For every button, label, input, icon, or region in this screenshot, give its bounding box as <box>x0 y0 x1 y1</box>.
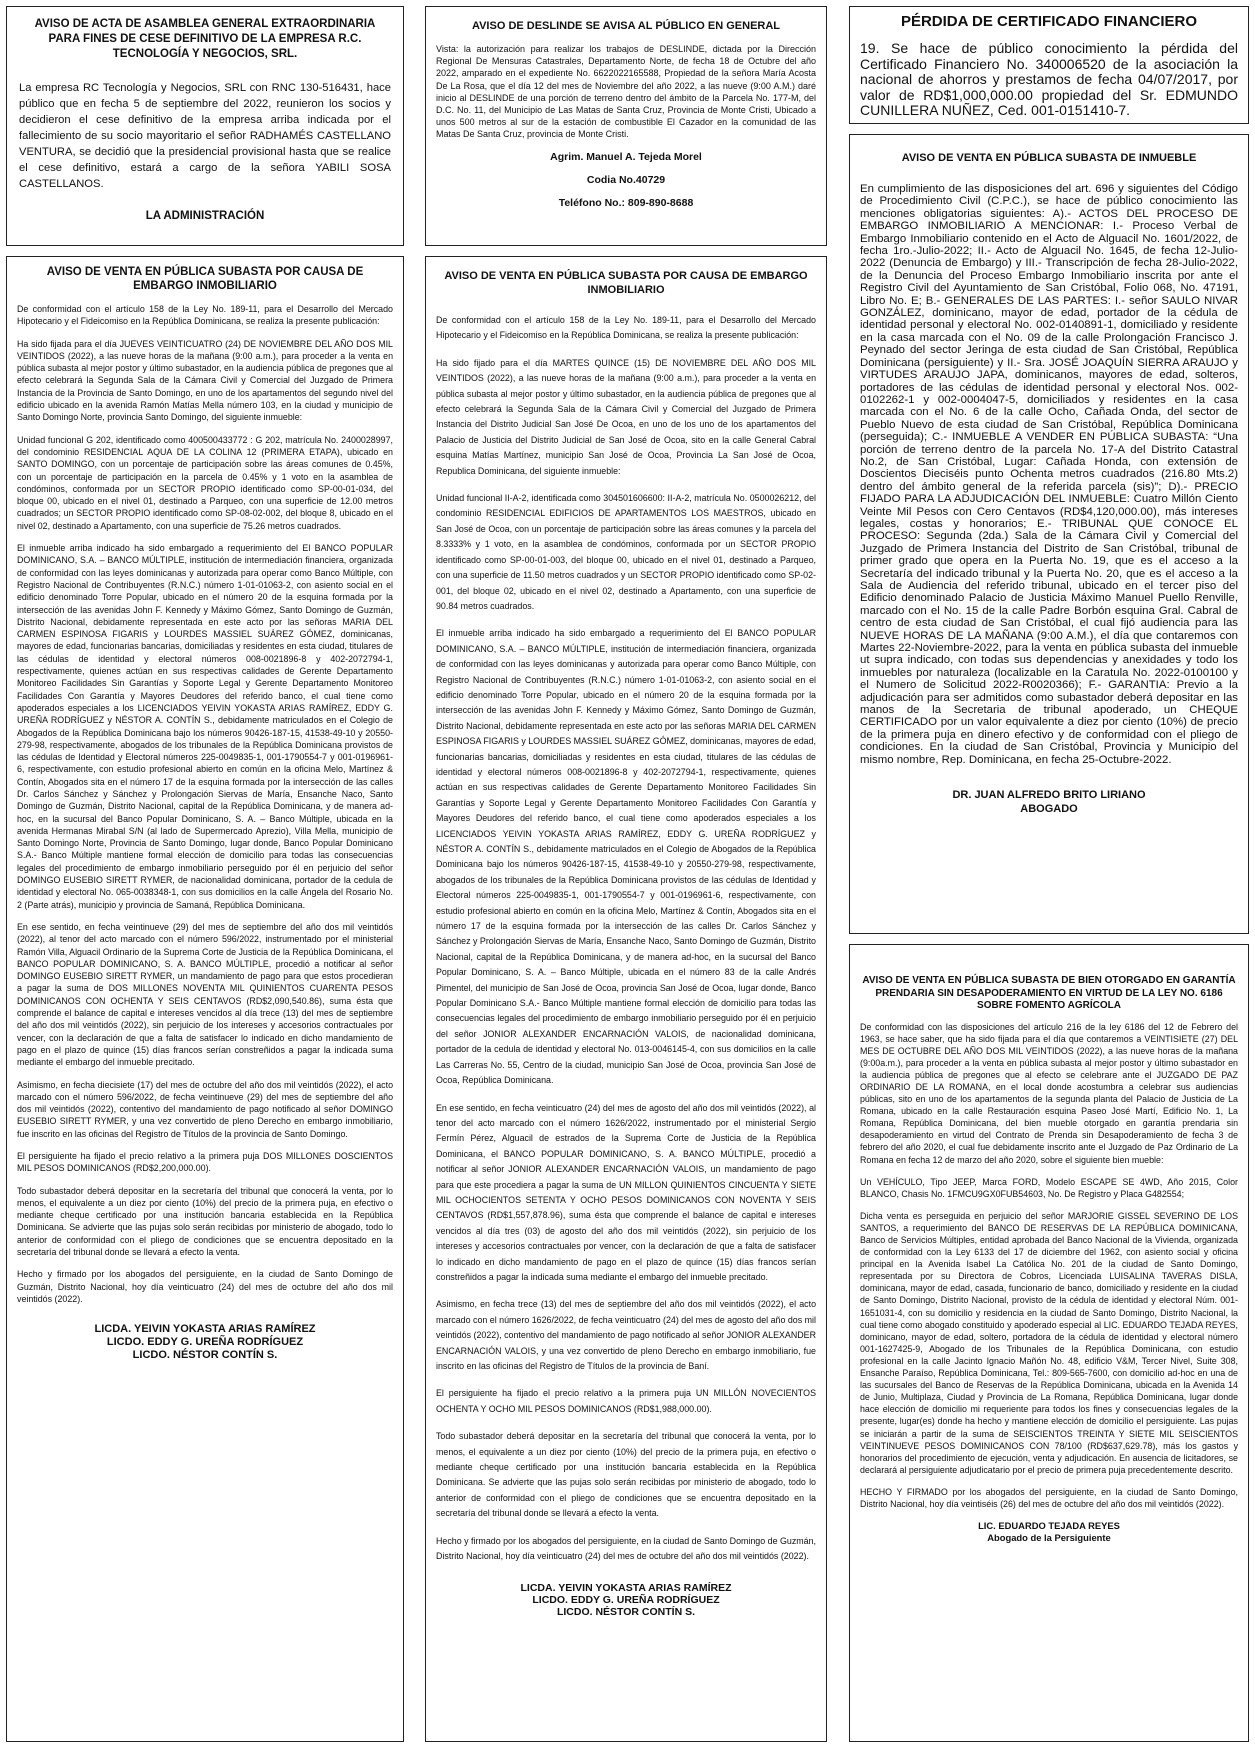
notice-paragraph: En ese sentido, en fecha veinticuatro (24) del mes de agosto del año dos mil veintidós (2022), al tenor del acto marcado con el número 1626/2022, instrumentado por el ministerial Sergio Fermín Pérez, Alguacil de estrados de la Suprema Corte de Justicia de la República Dominicana, el BANCO POPULAR DOMINICANO, S. A. BANCO MÚLTIPLE, procedió a notificar al señor JONIOR ALEXANDER ENCARNACIÓN VALOIS, un mandamiento de pago para que este procediera a pagar la suma de UN MILLON QUINIENTOS CINCUENTA Y SIETE MIL OCHOCIENTOS SETENTA Y OCHO PESOS DOMINICANOS CON NOVENTA Y SEIS CENTAVOS (RD$1,557,878.96), suma ésta que comprende el balance de capital e intereses vencidos al día tres (03) de agosto del año dos mil veintidós (2022), sin perjuicio de los intereses y accesorios contractuales por vencer, con la declaración de que a falta de satisfacer lo indicado en dicho mandamiento de pago en el plazo de quince (15) días francos serían constreñidos a pagar la indicada suma mediante el embargo del inmueble precitado. <box>436 1102 816 1282</box>
notice-signature: LA ADMINISTRACIÓN <box>145 210 265 222</box>
signature-line: Teléfono No.: 809-890-8688 <box>558 196 694 209</box>
notice-subasta-santo-domingo <box>6 256 404 1742</box>
signature-block <box>17 1323 393 1362</box>
notice-paragraph: En ese sentido, en fecha veintinueve (29) del mes de septiembre del año dos mil veintidós (2022), al tenor del acto marcado con el número 596/2022, instrumentado por el ministerial Ramón Villa, Alguacil Ordinario de la Suprema Corte de Justicia de la República Dominicana, el BANCO POPULAR DOMINICANO, S. A. BANCO MÚLTIPLE, procedió a notificar al señor DOMINGO EUSEBIO SIRETT RYMER, un mandamiento de pago para que estos procedieran a pagar la suma de DOS MILLONES NOVENTA MIL QUINIENTOS CUARENTA PESOS DOMINICANOS CON OCHENTA Y SEIS CENTAVOS (RD$2,090,540.86), suma ésta que comprende el balance de capital e intereses vencidos al día trece (13) del mes de septiembre del año dos mil veintidós (2022), sin perjuicio de los intereses y accesorios contractuales por vencer, con la declaración de que a falta de satisfacer lo indicado en dicho mandamiento de pago en el plazo de quince (15) días francos serían constreñidos a pagar la indicada suma mediante el embargo del inmueble precitado. <box>17 921 393 1068</box>
signature-line: LICDA. YEIVIN YOKASTA ARIAS RAMÍREZ <box>94 1323 316 1336</box>
notice-cese-empresa <box>6 6 404 246</box>
notice-paragraph: Hecho y firmado por los abogados del persiguiente, en la ciudad de Santo Domingo de Guzmán, Distrito Nacional, hoy día veinticuatro (24) del mes de octubre del año dos mil veintidós (2022). <box>17 1269 393 1304</box>
notice-subasta-san-jose-ocoa <box>425 256 827 1742</box>
signature-line: LICDO. EDDY G. UREÑA RODRÍGUEZ <box>532 1594 720 1607</box>
notice-body: 19. Se hace de público conocimiento la pérdida del Certificado Financiero No. 340006520 de la asociación la nacional de ahorros y prestamos de fecha 04/07/2017, por valor de RD$1,000,000.00 propiedad del Sr. EDMUNDO CUNILLERA NUÑEZ, Ced. 001-0151410-7. <box>860 40 1238 119</box>
notice-paragraph: Hecho y firmado por los abogados del persiguiente, en la ciudad de Santo Domingo de Guzmán, Distrito Nacional, hoy día veinticuatro (24) del mes de octubre del año dos mil veintidós (2022). <box>436 1535 816 1562</box>
signature-line: LIC. EDUARDO TEJADA REYES <box>978 1520 1120 1532</box>
notice-title: AVISO DE VENTA EN PÚBLICA SUBASTA DE INMUEBLE <box>901 152 1197 164</box>
notice-body: En cumplimiento de las disposiciones del art. 696 y siguientes del Código de Procedimiento Civil (C.P.C.), se hace de público conocimiento las menciones obligatorias siguientes: A).- ACTOS DEL PROCESO DE EMBARGO INMOBILIARIO A MENCIONAR: I.- Proceso Verbal de Embargo Inmobiliario contenido en el Acto de Alguacil No. 1601/2022, de fecha 1ro.-Julio-2022; II.- Acto de Alguacil No. 1645, de fecha 12-Julio-2022 (Denuncia de Embargo) y III.- Transcripción de fecha 28-Julio-2022, de la Denuncia del Proceso Embargo Inmobiliario inscrita por ante el Registro Civil del Ayuntamiento de San Cristóbal, Folio 068, No. 47191, Libro No. E; B.- GENERALES DE LAS PARTES: I.- señor SAULO NIVAR GONZÁLEZ, dominicano, mayor de edad, portador de la cédula de identidad personal y electoral No. 002-0140891-1, domiciliado y residente en la casa marcada con el No. 09 de la calle Prolongación Francisco J. Peynado del sector Jeringa de esta ciudad de San Cristóbal, República Dominicana (persiguiente) y II.- Sra. JOSÉ JOAQUÍN SIERRA ARAUJO y VIRTUDES ARAUJO JAPA, dominicanos, mayores de edad, solteros, portadores de las cédulas de identidad personal y electoral Nos. 002-0102262-1 y 002-0004047-5, domiciliados y residentes en la casa marcada con el No. 6 de la calle Ocho, Cañada Onda, del sector de Pueblo Nuevo de esta ciudad de San Cristóbal, República Dominicana (perseguida); C.- INMUEBLE A VENDER EN PÚBLICA SUBASTA: “Una porción de terreno dentro de la parcela No. 17-A del Distrito Catastral No.2, de San Cristóbal, Lugar: Cañada Honda, con extensión de Doscientos Dieciséis punto Ochenta metros cuadrados (216.80 Mts.2) dentro del ámbito general de la referida parcela (sis)”; D).- PRECIO FIJADO PARA LA ADJUDICACIÓN DEL INMUEBLE: Cuatro Millón Ciento Veinte Mil Pesos con Cero Centavos (RD$4,120,000.00), más intereses legales, costas y honorarios; E.- TRIBUNAL QUE CONOCE EL PROCESO: Segunda (2da.) Sala de la Cámara Civil y Comercial del Juzgado de Primera Instancia del Distrito de San Cristóbal, tribunal de primer grado que opera en la Puerta No. 19, que es el acceso a la Secretaría del indicado tribunal y la Puerta No. 20, que es el acceso a la Sala de Audiencia del referido tribunal, ubicado en el tercer piso del Edificio denominado Palacio de Justicia Máximo Manuel Puello Renville, marcado con el No. 15 de la calle Padre Borbón esquina Gral. Cabral de centro de esta ciudad de San Cristóbal, el cual fijó audiencia para las NUEVE HORAS DE LA MAÑANA (9:00 A.M.), el día que contaremos con Martes 22-Noviembre-2022, para la venta en pública subasta del inmueble ut supra indicado, con todas sus dependencias y anexidades y todo los inmuebles por naturaleza (localizable en la Caratula No. 2022-0100100 y el Numero de Solicitud 2022-R0020366); F.- GARANTIA: Previo a la adjudicación para ser admitidos como subastador deberá depositar en las manos de la Secretaria de tribunal apoderado, un CHEQUE CERTIFICADO por un valor equivalente a diez por ciento (10%) de precio de la primera puja en dinero efectivo y de conformidad con el pliego de condiciones. En la ciudad de San Cristóbal, Provincia y Municipio del mismo nombre, Rep. Dominicana, en fecha 25-Octubre-2022. <box>860 183 1238 766</box>
notice-paragraph: El inmueble arriba indicado ha sido embargado a requerimiento del El BANCO POPULAR DOMINICANO, S.A. – BANCO MÚLTIPLE, institución de intermediación financiera, organizada de conformidad con las leyes dominicanas y autorizada para operar como Banco Múltiple, con Registro Nacional de Contribuyentes (R.N.C.) número 1-01-01063-2, con asiento social en el edificio denominado Torre Popular, ubicado en el número 20 de la esquina formada por la intersección de las avenidas John F. Kennedy y Máximo Gómez, Santo Domingo de Guzmán, Distrito Nacional, debidamente representada en este acto por las señoras MARIA DEL CARMEN ESPINOSA FIGARIS y LOURDES MASSIEL SUÁREZ GÓMEZ, dominicanas, mayores de edad, funcionarias bancarias, domiciliadas y residentes en esta ciudad, titulares de las cédulas de identidad y electoral números 008-0021896-8 y 402-2072794-1, respectivamente, quienes actúan en sus respectivas calidades de Gerente Departamento Monitoreo Facilidades Sin Garantías y Soporte Legal y Gerente Departamento Monitoreo Facilidades Con Garantía y Mayores Deudores del referido banco, el cual tiene como apoderados especiales a los LICENCIADOS YEIVIN YOKASTA ARIAS RAMÍREZ, EDDY G. UREÑA RODRÍGUEZ y NÉSTOR A. CONTÍN S., debidamente matriculados en el Colegio de Abogados de la República Dominicana bajo los números 90426-187-15, 41538-49-10 y 20550-279-98, respectivamente, abogados de los tribunales de la República Dominicana provistos de las cédulas de Identidad y Electoral números 225-0049835-1, 001-1790554-7 y 001-0196961-6, respectivamente, con estudio profesional abierto en común en la oficina Melo, Martínez & Contín, Abogados sita en el número 17 de la esquina formada por la intersección de las calles Dr. Carlos Sánchez y Sánchez y Prolongación Siervas de María, Ensanche Naco, Santo Domingo de Guzmán, Distrito Nacional, capital de la República Dominicana, y de manera ad-hoc, en la sucursal del Banco Popular Dominicano, S. A. – Banco Múltiple, ubicada en el número 83 de la calle Andrés Pimentel, del municipio de San José de Ocoa, provincia San José de Ocoa, lugar donde, Banco Popular Dominicano S.A.- Banco Múltiple mantiene formal elección de domicilio para todas las consecuencias legales del procedimiento de embargo inmobiliario perseguido por él en perjuicio del señor JONIOR ALEXANDER ENCARNACIÓN VALOIS, de nacionalidad dominicana, portador de la cedula de identidad y electoral No. 013-0046145-4, con sus domicilios en la calle Las Carreras No. 55, Centro de la ciudad, municipio San José de Ocoa, provincia San José de Ocoa, República Dominicana. <box>436 628 816 1086</box>
signature-block <box>436 1582 816 1618</box>
signature-line: Abogado de la Persiguiente <box>987 1532 1111 1544</box>
signature-line: DR. JUAN ALFREDO BRITO LIRIANO <box>952 789 1146 802</box>
notice-title: AVISO DE VENTA EN PÚBLICA SUBASTA POR CAUSA DE EMBARGO INMOBILIARIO <box>46 266 364 292</box>
signature-line: Agrim. Manuel A. Tejeda Morel <box>550 150 702 163</box>
notice-paragraph: El inmueble arriba indicado ha sido embargado a requerimiento del El BANCO POPULAR DOMINICANO, S.A. – BANCO MÚLTIPLE, institución de intermediación financiera, organizada de conformidad con las leyes dominicanas y autorizada para operar como Banco Múltiple, con Registro Nacional de Contribuyentes (R.N.C.) número 1-01-01063-2, con asiento social en el edificio denominado Torre Popular, ubicado en el número 20 de la esquina formada por la intersección de las avenidas John F. Kennedy y Máximo Gómez, Santo Domingo de Guzmán, Distrito Nacional, debidamente representada en este acto por las señoras MARIA DEL CARMEN ESPINOSA FIGARIS y LOURDES MASSIEL SUÁREZ GÓMEZ, dominicanas, mayores de edad, funcionarias bancarias, domiciliadas y residentes en esta ciudad, titulares de las cédulas de identidad y electoral números 008-0021896-8 y 402-2072794-1, respectivamente, quienes actúan en sus respectivas calidades de Gerente Departamento Monitoreo Facilidades Sin Garantías y Soporte Legal y Gerente Departamento Monitoreo Facilidades Con Garantía y Mayores Deudores del referido banco, el cual tiene como apoderados especiales a los LICENCIADOS YEIVIN YOKASTA ARIAS RAMÍREZ, EDDY G. UREÑA RODRÍGUEZ y NÉSTOR A. CONTÍN S., debidamente matriculados en el Colegio de Abogados de la República Dominicana bajo los números 90426-187-15, 41538-49-10 y 20550-279-98, respectivamente, abogados de los tribunales de la República Dominicana provistos de las cédulas de Identidad y Electoral números 225-0049835-1, 001-1790554-7 y 001-0196961-6, respectivamente, con estudio profesional abierto en común en la oficina Melo, Martínez & Contín, Abogados sita en el número 17 de la esquina formada por la intersección de las calles Dr. Carlos Sánchez y Sánchez y Prolongación Siervas de María, Ensanche Naco, Santo Domingo de Guzmán, Distrito Nacional, capital de la República Dominicana, y de manera ad-hoc, en la sucursal del Banco Popular Dominicano, S. A. – Banco Múltiple, ubicada en la avenida Hermanas Mirabal S/N (al lado de Supermercado Aprezio), Villa Mella, municipio de Santo Domingo Norte, Provincia de Santo Domingo, lugar donde, Banco Popular Dominicano S.A.- Banco Múltiple mantiene formal elección de domicilio para todas las consecuencias legales del procedimiento de embargo inmobiliario perseguido por él en perjuicio del señor DOMINGO EUSEBIO SIRETT RYMER, de nacionalidad dominicana, portador de la cedula de identidad y electoral No. 065-0038348-1, con sus domicilios en la calle Ángela del Rosario No. 2 (Parte atrás), municipio y provincia de Samaná, República Dominicana. <box>17 543 393 910</box>
signature-line: LICDO. NÉSTOR CONTÍN S. <box>556 1606 696 1619</box>
notice-paragraph: De conformidad con el artículo 158 de la Ley No. 189-11, para el Desarrollo del Mercado Hipotecario y el Fideicomiso en la República Dominicana, se realiza la presente publicación: <box>436 315 816 341</box>
notice-paragraph: Unidad funcional G 202, identificado como 400500433772 : G 202, matrícula No. 2400028997, del condominio RESIDENCIAL AQUA DE LA COLINA 12 (PRIMERA ETAPA), ubicado en SANTO DOMINGO, con un porcentaje de participación sobre las áreas comunes de 0.45%, con un porcentaje de participación en la parcela de 0.45% y 1 voto en la asamblea de condóminos, conformada por un SECTOR PROPIO identificado como SP-00-01-034, del bloque 00, ubicado en el nivel 01, destinado a Parqueo, con una superficie de 12.00 metros cuadrados; un SECTOR PROPIO identificado como SP-08-02-002, del bloque 8, ubicado en el nivel 02, destinado a Apartamento, con una superficie de 75.26 metros cuadrados. <box>17 434 393 531</box>
signature-line: LICDO. NÉSTOR CONTÍN S. <box>132 1349 278 1362</box>
notice-title: AVISO DE VENTA EN PÚBLICA SUBASTA POR CAUSA DE EMBARGO INMOBILIARIO <box>444 270 808 296</box>
notice-subasta-garantia-prendaria <box>849 944 1249 1742</box>
notice-paragraph: Todo subastador deberá depositar en la secretaría del tribunal que conocerá la venta, por lo menos, el equivalente a un diez por ciento (10%) del precio de la primera puja, en efectivo o mediante cheque certificado por una institución bancaria establecida en la República Dominicana. Se advierte que las pujas solo serán recibidas por ministerio de abogado, todo lo anterior de conformidad con el pliego de condiciones que se encuentra depositado en la secretaría del tribunal donde se llevará a efecto la venta. <box>436 1431 816 1519</box>
notice-paragraph: Ha sido fijado para el día MARTES QUINCE (15) DE NOVIEMBRE DEL AÑO DOS MIL VEINTIDOS (2022), a las nueve horas de la mañana (9:00 a.m.), para proceder a la venta en pública subasta al mejor postor y último subastador, en la audiencia pública de pregones que al efecto celebrará la Segunda Sala de la Cámara Civil y Comercial del Juzgado de Primera Instancia del Distrito Judicial San José De Ocoa, en uno de los uno de los apartamentos del Palacio de Justicia del Distrito Judicial de San José de Ocoa, sito en la calle General Cabral esquina Matías Martínez, municipio San José de Ocoa, Provincia La San José de Ocoa, Republica Dominicana, del siguiente inmueble: <box>436 357 816 476</box>
notice-paragraph: Dicha venta es perseguida en perjuicio del señor MARJORIE GISSEL SEVERINO DE LOS SANTOS, a requerimiento del BANCO DE RESERVAS DE LA REPÚBLICA DOMINICANA, Banco de Servicios Múltiples, entidad aprobada del Banco Nacional de la Vivienda, organizada de conformidad con la Ley 6133 del 17 de diciembre del 1962, con asiento social y oficina principal en la Avenida Isabel La Católica No. 201 de la ciudad de Santo Domingo, representada por su Directora de Cobros, Licenciada LUISALINA TAVERAS DISLA, dominicana, mayor de edad, casada, funcionario de banco, domiciliado y residente en la ciudad de Santo Domingo, Distrito Nacional, provisto de la cédula de identidad y electoral Núm. 001-1651031-4, con su domicilio y residencia en la ciudad de Santo Domingo, Distrito Nacional, la cual tiene como abogado constituido y apoderado especial al LIC. EDUARDO TEJADA REYES, dominicano, mayor de edad, soltero, portadora de la cédula de identidad y electoral número 001-1627425-9, Abogado de los Tribunales de la República Dominicana, con estudio profesional en la calle Jacinto Ignacio Mañón No. 48, edificio V&M, Tercer Nivel, Suite 308, Ensanche Paraíso, República Dominicana, Tel.: 809-565-7600, con domicilio ad-hoc en una de las sucursales del Banco de Reservas de la República Dominicana, ubicada en la Avenida 14 de Junio, Multiplaza, Ciudad y Provincia de La Romana, República Dominicana, lugar donde hace elección de domicilio mi requeriente para todos los fines y consecuencias legales de la presente, lugar(es) donde ha hecho y mantiene elección de domicilio el persiguiente. Las pujas se iniciarán a partir de la suma de SEISCIENTOS TREINTA Y SIETE MIL SEISCIENTOS VEINTINUEVE PESOS DOMINICANOS CON 78/100 (RD$637,629.78), más los gastos y honorarios del procedimiento de ejecución, venta y adjudicación. En ausencia de licitadores, se declarará al persiguiente adjudicatario por el precio de primera puja precedentemente descrito. <box>860 1210 1238 1475</box>
notice-paragraph: Asimismo, en fecha trece (13) del mes de septiembre del año dos mil veintidós (2022), el acto marcado con el número 1626/2022, de fecha veinticuatro (24) del mes de agosto del año dos mil veintidós (2022), contentivo del mandamiento de pago notificado al señor JONIOR ALEXANDER ENCARNACIÓN VALOIS, y una vez convertido de pleno Derecho en embargo inmobiliario, fue inscrito en las oficinas del Registro de Títulos de la provincia de Baní. <box>436 1299 816 1371</box>
notice-paragraph: Ha sido fijada para el día JUEVES VEINTICUATRO (24) DE NOVIEMBRE DEL AÑO DOS MIL VEINTIDOS (2022), a las nueve horas de la mañana (9:00 a.m.), para proceder a la venta en pública subasta al mejor postor y último subastador, en la audiencia pública de pregones que al efecto celebrará la Segunda Sala de la Cámara Civil y Comercial del Juzgado de Primera Instancia de la Provincia de Santo Domingo, en uno de los apartamentos del segundo nivel del edificio ubicado en la avenida Ramón Matías Mella número 103, en la ciudad y municipio de Santo Domingo Norte, provincia Santo Domingo, del siguiente inmueble: <box>17 338 393 423</box>
notice-perdida-certificado <box>849 6 1249 124</box>
notice-deslinde <box>425 6 827 246</box>
signature-line: LICDA. YEIVIN YOKASTA ARIAS RAMÍREZ <box>520 1582 732 1595</box>
notice-title: AVISO DE VENTA EN PÚBLICA SUBASTA DE BIEN OTORGADO EN GARANTÍA PRENDARIA SIN DESAPODERAMIENTO EN VIRTUD DE LA LEY NO. 6186 SOBRE FOMENTO AGRÍCOLA <box>862 975 1236 1011</box>
notice-paragraph: Asimismo, en fecha diecisiete (17) del mes de octubre del año dos mil veintidós (2022), el acto marcado con el número 596/2022, de fecha veintinueve (29) del mes de septiembre del año dos mil veintidós (2022), contentivo del mandamiento de pago notificado al señor DOMINGO EUSEBIO SIRETT RYMER, y una vez convertido de pleno Derecho en embargo inmobiliario, fue inscrito en las oficinas del Registro de Títulos de la provincia de Santo Domingo. <box>17 1079 393 1139</box>
signature-line: LICDO. EDDY G. UREÑA RODRÍGUEZ <box>106 1336 304 1349</box>
notice-body: La empresa RC Tecnología y Negocios, SRL con RNC 130-516431, hace público que en fecha 5 de septiembre del 2022, reunieron los socios y decidieron el cese definitivo de la empresa arriba indicada por el fallecimiento de su socio mayoritario el señor RADHAMÉS CASTELLANO VENTURA, se decidió que la presidencial provisional hasta que se realice el cese definitivo, estará a cargo de la señora YABILI SOSA CASTELLANOS. <box>19 82 391 190</box>
notice-title: PÉRDIDA DE CERTIFICADO FINANCIERO <box>900 13 1198 30</box>
signature-line: Codia No.40729 <box>586 173 666 186</box>
notice-paragraph: Un VEHÍCULO, Tipo JEEP, Marca FORD, Modelo ESCAPE SE 4WD, Año 2015, Color BLANCO, Chasis No. 1FMCU9GX0FUB54603, No. De Registro y Placa G482554; <box>860 1176 1238 1199</box>
notice-paragraph: El persiguiente ha fijado el precio relativo a la primera puja DOS MILLONES DOSCIENTOS MIL PESOS DOMINICANOS (RD$2,200,000.00). <box>17 1151 393 1174</box>
notice-paragraph: HECHO Y FIRMADO por los abogados del persiguiente, en la ciudad de Santo Domingo, Distrito Nacional, hoy día veintiséis (26) del mes de octubre del año dos mil veintidós (2022). <box>860 1486 1238 1509</box>
notice-body: Vista: la autorización para realizar los trabajos de DESLINDE, dictada por la Dirección Regional De Mensuras Catastrales, Departamento Norte, de fecha 18 de Octubre del año 2022, amparado en el expediente No. 6622022165588, Propiedad de la señora María Acosta De La Rosa, que el día 12 del mes de Noviembre del año 2022, a las nueve (9:00 A.M.) daré inicio al DESLINDE de una porción de terreno dentro del ámbito de la Parcela No. 177-M, del D.C. No. 11, del Municipio de Las Matas de Santa Cruz, Provincia de Monte Cristi, Ubicado a unos 500 metros al sur de la estación de combustible El Cazador en la comunidad de las Matas De Santa Cruz, provincia de Monte Cristi. <box>436 44 816 140</box>
notice-paragraph: De conformidad con el artículo 158 de la Ley No. 189-11, para el Desarrollo del Mercado Hipotecario y el Fideicomiso en la República Dominicana, se realiza la presente publicación: <box>17 304 393 327</box>
notice-title: AVISO DE ACTA DE ASAMBLEA GENERAL EXTRAORDINARIA PARA FINES DE CESE DEFINITIVO DE LA EMPRESA R.C. TECNOLOGÍA Y NEGOCIOS, SRL. <box>34 18 376 60</box>
notice-title: AVISO DE DESLINDE SE AVISA AL PÚBLICO EN GENERAL <box>471 20 781 32</box>
notice-paragraph: Todo subastador deberá depositar en la secretaría del tribunal que conocerá la venta, por lo menos, el equivalente a un diez por ciento (10%) del precio de la primera puja, en efectivo o mediante cheque certificado por una institución bancaria establecida en la República Dominicana. Se advierte que las pujas solo serán recibidas por ministerio de abogado, todo lo anterior de conformidad con el pliego de condiciones que se encuentra depositado en la secretaría del tribunal donde se llevará a efecto la venta. <box>17 1185 393 1258</box>
signature-line: ABOGADO <box>1020 803 1078 816</box>
notice-paragraph: Unidad funcional II-A-2, identificada como 304501606600: II-A-2, matrícula No. 0500026212, del condominio RESIDENCIAL EDIFICIOS DE APARTAMENTOS LOS MAESTROS, ubicado en San José de Ocoa, con un porcentaje de participación sobre las áreas comunes y la parcela del 8.3333% y 1 voto, en la asamblea de condóminos, conformada por un SECTOR PROPIO identificado como SP-00-01-003, del bloque 00, ubicado en el nivel 01, destinado a Parqueo, con una superficie de 11.50 metros cuadrados y un SECTOR PROPIO identificado como SP-02-001, del bloque 02, ubicado en el nivel 02, destinado a Apartamento, con una superficie de 90.84 metros cuadrados. <box>436 493 816 611</box>
notice-subasta-inmueble-san-cristobal <box>849 134 1249 934</box>
notice-paragraph: De conformidad con las disposiciones del artículo 216 de la ley 6186 del 12 de Febrero del 1963, se hace saber, que ha sido fijada para el día que contaremos a VEINTISIETE (27) DEL MES DE OCTUBRE DEL AÑO DOS MIL VEINTIDOS (2022), a las nueve horas de la mañana (9:00a.m.), para proceder a la venta en pública subasta al mejor postor y último subastador en la audiencia pública de pregones que al efecto se celebrare ante el JUZGADO DE PAZ ORDINARIO DE LA ROMANA, en el local donde acostumbra a celebrar sus audiencias públicas, sito en uno de los apartamentos de la segunda planta del Palacio de Justicia de La Romana, ubicado en la calle Restauración esquina Paseo José Martí, Edificio No. 1, La Romana, República Dominicana, del bien mueble otorgado en garantía prendaria sin desapoderamiento en virtud del Contrato de Prenda sin Desapoderamiento de fecha 3 de febrero del año 2020, el cual fue debidamente inscrito ante el Juzgado de Paz Ordinario de La Romana en fecha 12 de marzo del año 2020, sobre el siguiente bien mueble: <box>860 1021 1238 1165</box>
notice-paragraph: El persiguiente ha fijado el precio relativo a la primera puja UN MILLÓN NOVECIENTOS OCHENTA Y OCHO MIL PESOS DOMINICANOS (RD$1,988,000.00). <box>436 1388 816 1414</box>
signature-block <box>436 151 816 210</box>
